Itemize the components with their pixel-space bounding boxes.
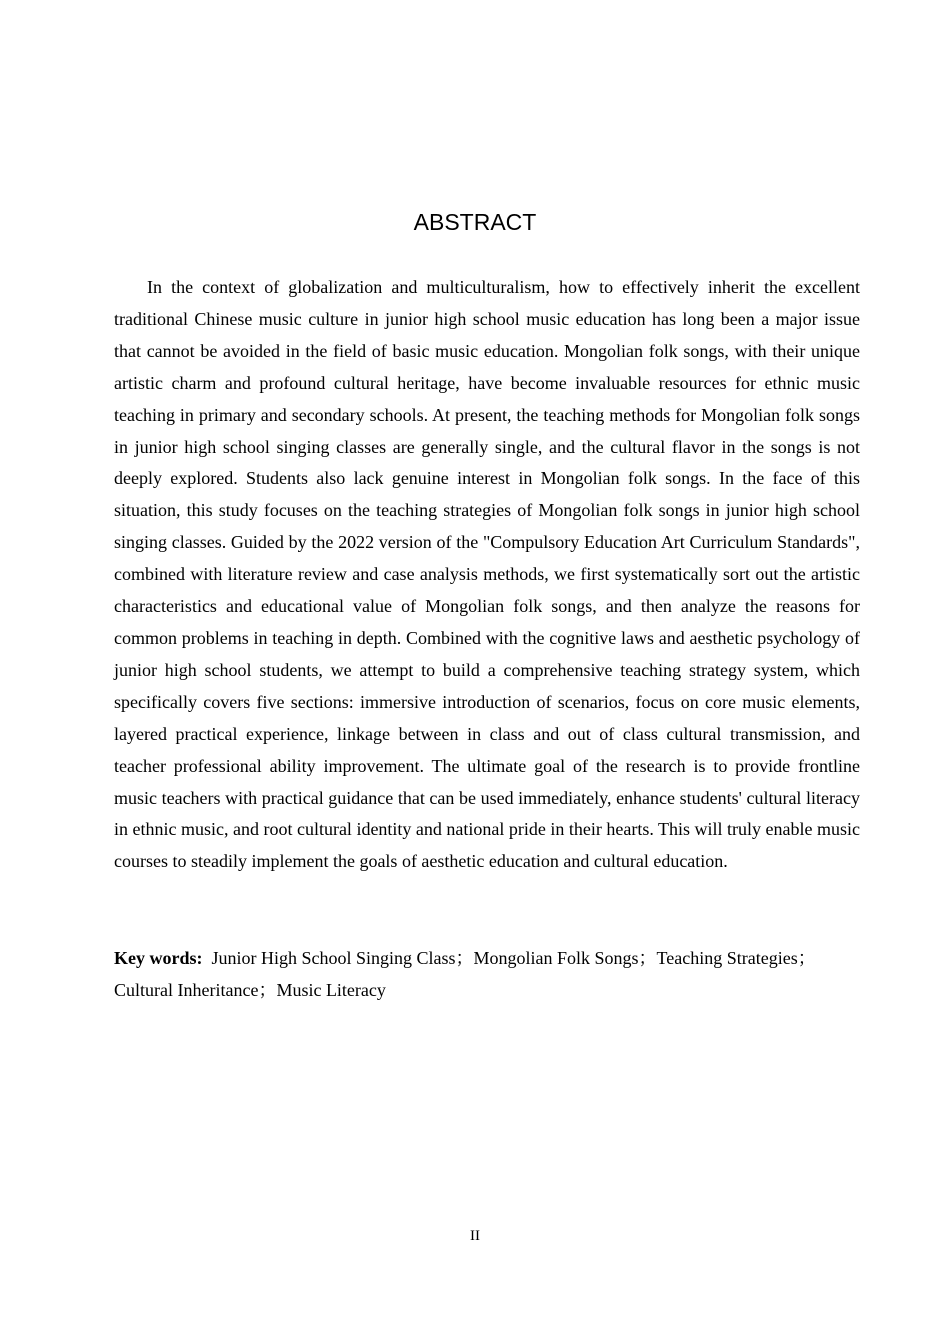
- abstract-title: ABSTRACT: [413, 209, 537, 235]
- keywords-list: Junior High School Singing Class；Mongolian Folk Songs；Teaching Strategies；Cultural Inheritance；Music Literacy: [114, 948, 816, 1000]
- abstract-paragraph: In the context of globalization and multiculturalism, how to effectively inherit the excellent traditional Chinese music culture in junior high school music education has long been a major issue that cannot be avoided in the field of basic music education. Mongolian folk songs, with their unique artistic charm and profound cultural heritage, have become invaluable resources for ethnic music teaching in primary and secondary schools. At present, the teaching methods for Mongolian folk songs in junior high school singing classes are generally single, and the cultural flavor in the songs is not deeply explored. Students also lack genuine interest in Mongolian folk songs. In the face of this situation, this study focuses on the teaching strategies of Mongolian folk songs in junior high school singing classes. Guided by the 2022 version of the "Compulsory Education Art Curriculum Standards", combined with literature review and case analysis methods, we first systematically sort out the artistic characteristics and educational value of Mongolian folk songs, and then analyze the reasons for common problems in teaching in depth. Combined with the cognitive laws and aesthetic psychology of junior high school students, we attempt to build a comprehensive teaching strategy system, which specifically covers five sections: immersive introduction of scenarios, focus on core music elements, layered practical experience, linkage between in class and out of class cultural transmission, and teacher professional ability improvement. The ultimate goal of the research is to provide frontline music teachers with practical guidance that can be used immediately, enhance students' cultural literacy in ethnic music, and root cultural identity and national pride in their hearts. This will truly enable music courses to steadily implement the goals of aesthetic education and cultural education.: [114, 277, 860, 872]
- page-number: II: [470, 1228, 480, 1244]
- keywords-label: Key words:: [114, 948, 203, 968]
- keywords-line: [114, 942, 860, 1006]
